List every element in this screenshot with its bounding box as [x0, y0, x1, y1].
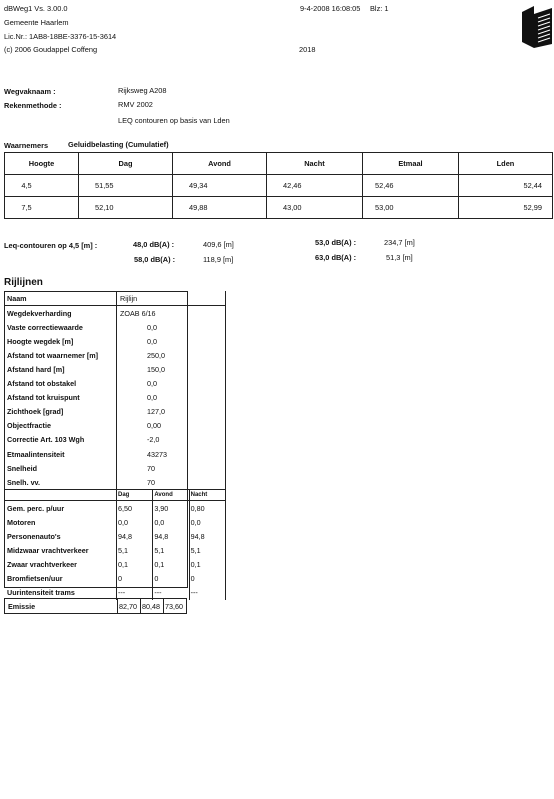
period-value: 0,0 [153, 515, 189, 529]
row-value: 70 [117, 475, 226, 490]
contours-label: Leq-contouren op 4,5 [m] : [4, 241, 98, 250]
emission-label: Emissie [5, 599, 118, 614]
table-row [4, 447, 226, 461]
row-value: 0,0 [117, 391, 226, 405]
row-value: ZOAB 6/16 [117, 306, 226, 321]
row-label: Wegdekverharding [4, 306, 117, 321]
period-value: 6,50 [117, 501, 153, 516]
contour-db: 53,0 dB(A) : [315, 238, 357, 247]
row-label: Personenauto's [4, 530, 117, 544]
contour-distance: 409,6 [m] [203, 240, 234, 249]
row-label: Motoren [4, 515, 117, 529]
table-row [4, 544, 226, 558]
period-header: Avond [153, 490, 189, 501]
table-row [4, 433, 226, 447]
period-value: 5,1 [189, 544, 225, 558]
cell-lden: 52,44 [459, 175, 553, 197]
cell-day: 51,55 [79, 175, 173, 197]
row-label: Snelheid [4, 461, 117, 475]
emission-row [5, 599, 187, 614]
period-header-row [4, 490, 226, 501]
results-header-row [5, 153, 553, 175]
page-number: Blz: 1 [370, 4, 389, 13]
table-row [4, 334, 226, 348]
cell-night: 43,00 [267, 197, 363, 219]
period-header-spacer [4, 490, 117, 501]
period-value: 0,0 [117, 515, 153, 529]
header-etmaal: Etmaal [363, 153, 459, 175]
table-row [4, 419, 226, 433]
row-label: Midzwaar vrachtverkeer [4, 544, 117, 558]
observers-label: Waarnemers [4, 141, 49, 150]
rijlijnen-table [4, 291, 226, 600]
period-value: --- [117, 586, 153, 600]
header-day: Dag [79, 153, 173, 175]
emission-evening: 80,48 [141, 599, 164, 614]
period-value: 0,80 [189, 501, 225, 516]
period-value: 0 [189, 572, 225, 586]
road-name-label: Wegvaknaam : [4, 87, 56, 96]
section-title: Rijlijnen [4, 277, 43, 288]
method-label: Rekenmethode : [4, 101, 62, 110]
table-row [4, 362, 226, 376]
cell-night: 42,46 [267, 175, 363, 197]
row-label: Objectfractie [4, 419, 117, 433]
row-value: 70 [117, 461, 226, 475]
row-label: Afstand tot kruispunt [4, 391, 117, 405]
cell-height: 4,5 [5, 175, 79, 197]
table-row [4, 515, 226, 529]
cell-day: 52,10 [79, 197, 173, 219]
contour-db: 63,0 dB(A) : [315, 253, 357, 262]
table-row [4, 475, 226, 490]
row-label: Vaste correctiewaarde [4, 320, 117, 334]
results-table [4, 152, 553, 219]
period-value: 0,1 [117, 558, 153, 572]
noise-load-label: Geluidbelasting (Cumulatief) [68, 140, 169, 149]
table-row [4, 501, 226, 516]
header-evening: Avond [173, 153, 267, 175]
row-label: Afstand tot waarnemer [m] [4, 348, 117, 362]
app-version: dBWeg1 Vs. 3.00.0 [4, 4, 68, 13]
header-night: Nacht [267, 153, 363, 175]
table-row [4, 405, 226, 419]
period-value: 0,1 [153, 558, 189, 572]
row-label: Afstand tot obstakel [4, 377, 117, 391]
row-value: Rijlijn [117, 291, 226, 306]
copyright: (c) 2006 Goudappel Coffeng [4, 45, 98, 54]
method-value: RMV 2002 [118, 100, 153, 109]
row-label: Uurintensiteit trams [4, 586, 117, 600]
contour-distance: 234,7 [m] [384, 238, 415, 247]
row-value: 150,0 [117, 362, 226, 376]
period-value: --- [153, 586, 189, 600]
table-row [4, 320, 226, 334]
table-row [4, 461, 226, 475]
row-label: Zwaar vrachtverkeer [4, 558, 117, 572]
header-lden: Lden [459, 153, 553, 175]
table-row [4, 391, 226, 405]
emission-night: 73,60 [164, 599, 187, 614]
period-value: 0 [117, 572, 153, 586]
row-value: 0,00 [117, 419, 226, 433]
period-value: 94,8 [153, 530, 189, 544]
row-label: Correctie Art. 103 Wgh [4, 433, 117, 447]
table-row [4, 572, 226, 586]
cell-etmaal: 53,00 [363, 197, 459, 219]
header-height: Hoogte [5, 153, 79, 175]
calculation-description: LEQ contouren op basis van Lden [118, 116, 230, 125]
period-header: Dag [117, 490, 153, 501]
period-value: 0 [153, 572, 189, 586]
row-value: -2,0 [117, 433, 226, 447]
emission-day: 82,70 [118, 599, 141, 614]
row-label: Zichthoek [grad] [4, 405, 117, 419]
contour-db: 58,0 dB(A) : [134, 255, 176, 264]
cell-height: 7,5 [5, 197, 79, 219]
contour-distance: 51,3 [m] [386, 253, 413, 262]
table-row [4, 558, 226, 572]
table-row [5, 175, 553, 197]
row-value: 43273 [117, 447, 226, 461]
cell-etmaal: 52,46 [363, 175, 459, 197]
print-datetime: 9-4-2008 16:08:05 [300, 4, 361, 13]
period-header: Nacht [189, 490, 225, 501]
table-row [5, 197, 553, 219]
period-value: 94,8 [189, 530, 225, 544]
contour-db: 48,0 dB(A) : [133, 240, 175, 249]
cell-lden: 52,99 [459, 197, 553, 219]
cell-evening: 49,34 [173, 175, 267, 197]
table-row [4, 530, 226, 544]
table-row [4, 306, 226, 321]
licence-number: Lic.Nr.: 1AB8-18BE-3376-15-3614 [4, 32, 117, 41]
table-row [4, 377, 226, 391]
period-value: 0,1 [189, 558, 225, 572]
calculation-year: 2018 [299, 45, 316, 54]
table-row [4, 291, 226, 306]
period-value: 5,1 [117, 544, 153, 558]
row-label: Gem. perc. p/uur [4, 501, 117, 516]
row-label: Hoogte wegdek [m] [4, 334, 117, 348]
road-name-value: Rijksweg A208 [118, 86, 167, 95]
row-value: 0,0 [117, 334, 226, 348]
row-label: Snelh. vv. [4, 475, 117, 490]
row-value: 0,0 [117, 377, 226, 391]
period-value: --- [189, 586, 225, 600]
row-label: Naam [4, 291, 117, 306]
period-value: 94,8 [117, 530, 153, 544]
table-row [4, 348, 226, 362]
row-label: Bromfietsen/uur [4, 572, 117, 586]
row-value: 127,0 [117, 405, 226, 419]
period-value: 5,1 [153, 544, 189, 558]
period-value: 3,90 [153, 501, 189, 516]
row-value: 250,0 [117, 348, 226, 362]
row-label: Etmaalintensiteit [4, 447, 117, 461]
emission-table [4, 598, 187, 614]
contour-distance: 118,9 [m] [203, 255, 234, 264]
organisation: Gemeente Haarlem [4, 18, 69, 27]
row-label: Afstand hard [m] [4, 362, 117, 376]
cell-evening: 49,88 [173, 197, 267, 219]
goudappel-logo-icon [520, 4, 554, 50]
row-value: 0,0 [117, 320, 226, 334]
period-value: 0,0 [189, 515, 225, 529]
